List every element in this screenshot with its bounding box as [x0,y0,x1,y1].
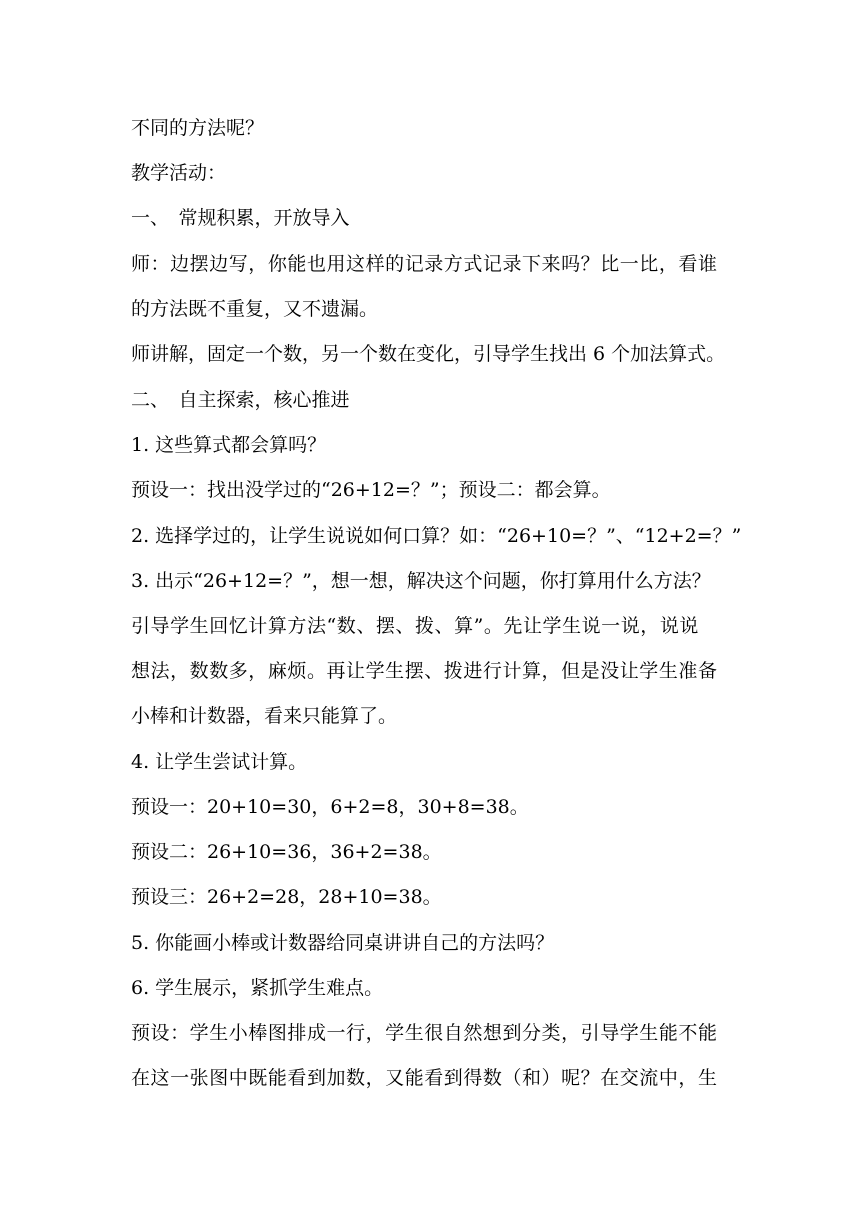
text-line: 在这一张图中既能看到加数，又能看到得数（和）呢？在交流中，生 [131,1067,718,1089]
section-heading: 一、 常规积累，开放导入 [131,207,350,229]
text-line: 教学活动： [131,162,227,184]
list-item: 2. 选择学过的，让学生说说如何口算？如：“26+10=？”、“12+2=？” [131,525,742,547]
text-line: 预设：学生小棒图排成一行，学生很自然想到分类，引导学生能不能 [131,1022,718,1044]
text-line: 的方法既不重复，又不遗漏。 [131,298,379,320]
text-line: 预设一：找出没学过的“26+12=？”；预设二：都会算。 [131,479,611,501]
list-item: 4. 让学生尝试计算。 [131,751,308,773]
list-item: 5. 你能画小棒或计数器给同桌讲讲自己的方法吗？ [131,932,555,954]
text-line: 不同的方法呢？ [131,117,265,139]
list-item: 6. 学生展示，紧抓学生难点。 [131,977,384,999]
section-heading: 二、 自主探索，核心推进 [131,389,350,411]
text-line: 预设三：26+2=28，28+10=38。 [131,886,442,908]
text-line: 师讲解，固定一个数，另一个数在变化，引导学生找出 6 个加法算式。 [131,343,726,365]
text-line: 预设一：20+10=30，6+2=8，30+8=38。 [131,796,529,818]
text-line: 小棒和计数器，看来只能算了。 [131,705,398,727]
list-item: 1. 这些算式都会算吗？ [131,434,327,456]
text-line: 预设二：26+10=36，36+2=38。 [131,841,442,863]
text-line: 引导学生回忆计算方法“数、摆、拨、算”。先让学生说一说，说说 [131,615,699,637]
list-item: 3. 出示“26+12=？”，想一想，解决这个问题，你打算用什么方法？ [131,570,711,592]
text-line: 师：边摆边写，你能也用这样的记录方式记录下来吗？比一比，看谁 [131,253,718,275]
text-line: 想法，数数多，麻烦。再让学生摆、拨进行计算，但是没让学生准备 [131,660,718,682]
